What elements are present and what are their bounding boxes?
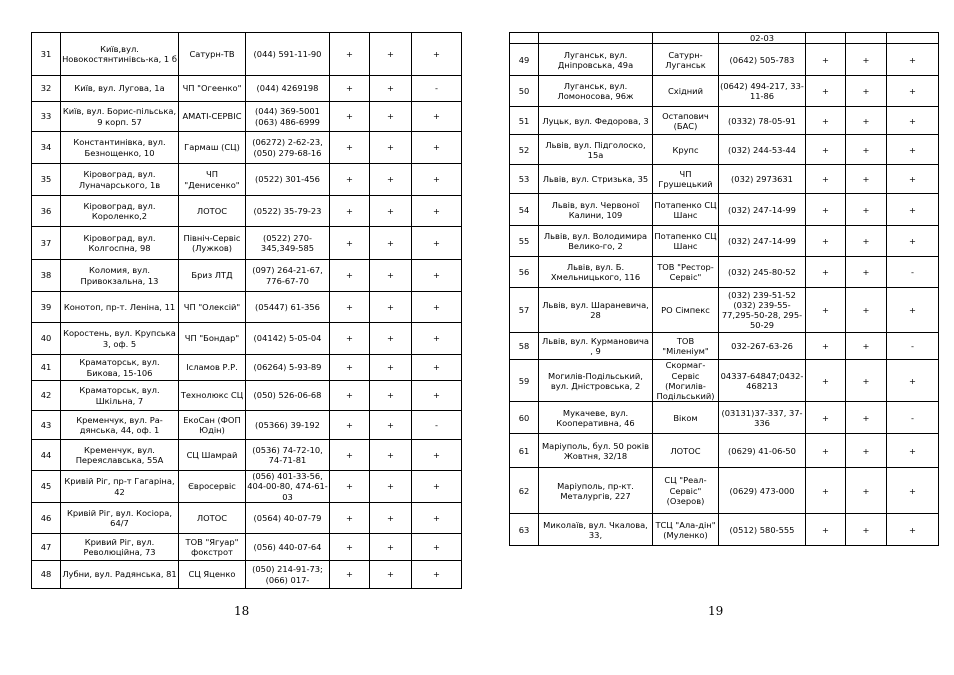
mark-2-cell: + <box>846 333 887 360</box>
mark-1-cell: + <box>330 411 370 440</box>
mark-1-cell: + <box>806 434 846 468</box>
phone-cell: (044) 4269198 <box>246 76 330 102</box>
row-number: 60 <box>510 402 539 434</box>
mark-2-cell: + <box>846 135 887 165</box>
phone-cell: (06264) 5-93-89 <box>246 355 330 381</box>
address-cell: Львів, вул. Б. Хмельницького, 116 <box>539 257 653 288</box>
address-cell: Львів, вул. Курмановича , 9 <box>539 333 653 360</box>
address-cell: Маріуполь, пр-кт. Металургів, 227 <box>539 468 653 514</box>
mark-3-cell: + <box>412 292 462 323</box>
company-cell: Ісламов Р.Р. <box>179 355 246 381</box>
table-row <box>32 503 462 534</box>
mark-2-cell: + <box>370 227 412 260</box>
address-cell: Краматорськ, вул. Шкільна, 7 <box>61 381 179 411</box>
mark-3-cell: + <box>412 227 462 260</box>
phone-cell: (0332) 78-05-91 <box>719 107 806 135</box>
company-cell: ТОВ "Ягуар" фокстрот <box>179 534 246 561</box>
table-row <box>510 76 939 107</box>
mark-2-cell: + <box>370 102 412 132</box>
table-row <box>32 355 462 381</box>
address-cell: Львів, вул. Стризька, 35 <box>539 165 653 194</box>
mark-1-cell: + <box>806 360 846 402</box>
mark-3-cell: - <box>887 333 939 360</box>
table-row <box>510 402 939 434</box>
table-row <box>32 132 462 164</box>
row-number: 45 <box>32 471 61 503</box>
mark-2-cell: + <box>846 165 887 194</box>
table-row <box>510 33 939 44</box>
row-number <box>510 33 539 44</box>
mark-3-cell: + <box>887 194 939 226</box>
mark-1-cell: + <box>330 534 370 561</box>
mark-2-cell: + <box>370 411 412 440</box>
mark-1-cell: + <box>806 257 846 288</box>
address-cell: Лубни, вул. Радянська, 81 <box>61 561 179 589</box>
mark-3-cell: + <box>887 288 939 333</box>
company-cell: ЕкоСан (ФОП Юдін) <box>179 411 246 440</box>
phone-cell: (0629) 473-000 <box>719 468 806 514</box>
phone-cell: (056) 401-33-56, 404-00-80, 474-61-03 <box>247 471 328 502</box>
phone-cell: (032) 239-51-52 (032) 239-55-77,295-50-28, 295-50-29 <box>719 288 806 333</box>
company-cell: ЛОТОС <box>179 503 246 534</box>
row-number: 47 <box>32 534 61 561</box>
mark-2-cell: + <box>846 468 887 514</box>
mark-3-cell: + <box>887 468 939 514</box>
row-number: 39 <box>32 292 61 323</box>
phone-cell: (097) 264-21-67, 776-67-70 <box>246 260 330 292</box>
phone-cell: (0536) 74-72-10, 74-71-81 <box>246 440 330 471</box>
address-cell: Кривій Ріг, пр-т Гагаріна, 42 <box>61 471 179 503</box>
company-cell: Скормаг-Сервіс (Могилів-Подільський) <box>653 360 719 402</box>
address-cell: Конотоп, пр-т. Леніна, 11 <box>61 292 179 323</box>
row-number: 46 <box>32 503 61 534</box>
mark-3-cell: + <box>887 226 939 257</box>
table-row <box>510 257 939 288</box>
address-cell: Львів, вул. Червоної Калини, 109 <box>539 194 653 226</box>
company-cell: Остапович (БАС) <box>653 107 719 135</box>
phone-cell: 032-267-63-26 <box>719 333 806 360</box>
mark-2-cell: + <box>846 76 887 107</box>
mark-2-cell: + <box>370 260 412 292</box>
mark-3-cell: + <box>412 164 462 196</box>
mark-1-cell: + <box>330 33 370 76</box>
address-cell: Краматорськ, вул. Бикова, 15-106 <box>61 355 179 381</box>
table-row <box>32 561 462 589</box>
row-number: 32 <box>32 76 61 102</box>
mark-2-cell: + <box>846 194 887 226</box>
mark-1-cell: + <box>806 76 846 107</box>
mark-2-cell: + <box>370 323 412 355</box>
mark-2-cell: + <box>370 164 412 196</box>
mark-1-cell: + <box>330 381 370 411</box>
mark-1-cell: + <box>806 514 846 546</box>
mark-2-cell: + <box>370 132 412 164</box>
phone-cell: (056) 440-07-64 <box>246 534 330 561</box>
address-cell: Маріуполь, бул. 50 років Жовтня, 32/18 <box>539 434 653 468</box>
row-number: 34 <box>32 132 61 164</box>
company-cell: Потапенко СЦ Шанс <box>653 226 719 257</box>
mark-2-cell: + <box>370 440 412 471</box>
address-cell: Миколаїв, вул. Чкалова, 33, <box>539 514 653 546</box>
company-cell: СЦ "Реал-Сервіс" (Озеров) <box>653 468 719 514</box>
service-centers-table-right <box>509 32 939 546</box>
table-body-right <box>510 33 939 546</box>
table-row <box>510 333 939 360</box>
page-number-right: 19 <box>708 604 724 618</box>
mark-3-cell: + <box>887 107 939 135</box>
company-cell: ЛОТОС <box>653 434 719 468</box>
mark-1-cell <box>806 33 846 44</box>
mark-1-cell: + <box>330 440 370 471</box>
row-number: 37 <box>32 227 61 260</box>
mark-1-cell: + <box>330 471 370 503</box>
mark-3-cell: + <box>412 440 462 471</box>
address-cell: Луганськ, вул. Ломоносова, 96ж <box>539 76 653 107</box>
mark-3-cell: + <box>887 434 939 468</box>
mark-1-cell: + <box>330 196 370 227</box>
mark-2-cell: + <box>370 355 412 381</box>
row-number: 48 <box>32 561 61 589</box>
table-row <box>32 260 462 292</box>
mark-1-cell: + <box>330 355 370 381</box>
phone-cell: (050) 526-06-68 <box>246 381 330 411</box>
mark-3-cell: + <box>412 33 462 76</box>
company-cell: Крупс <box>653 135 719 165</box>
page-number-left: 18 <box>234 604 250 618</box>
mark-3-cell: + <box>412 534 462 561</box>
row-number: 35 <box>32 164 61 196</box>
mark-1-cell: + <box>330 227 370 260</box>
mark-3-cell: - <box>887 402 939 434</box>
row-number: 53 <box>510 165 539 194</box>
table-row <box>32 227 462 260</box>
table-row <box>32 471 462 503</box>
mark-3-cell: + <box>412 323 462 355</box>
address-cell: Луганськ, вул. Дніпровська, 49а <box>539 44 653 76</box>
mark-1-cell: + <box>806 333 846 360</box>
row-number: 50 <box>510 76 539 107</box>
table-row <box>510 194 939 226</box>
phone-cell: (0522) 270-345,349-585 <box>246 227 330 260</box>
phone-cell: (032) 2973631 <box>719 165 806 194</box>
row-number: 56 <box>510 257 539 288</box>
table-row <box>32 33 462 76</box>
mark-2-cell: + <box>846 434 887 468</box>
mark-3-cell: + <box>412 132 462 164</box>
company-cell: Віком <box>653 402 719 434</box>
row-number: 61 <box>510 434 539 468</box>
mark-3-cell: + <box>412 102 462 132</box>
address-cell: Мукачеве, вул. Кооперативна, 46 <box>539 402 653 434</box>
row-number: 57 <box>510 288 539 333</box>
address-cell: Львів, вул. Підголоско, 15а <box>539 135 653 165</box>
table-row <box>32 440 462 471</box>
phone-cell: (032) 245-80-52 <box>719 257 806 288</box>
row-number: 55 <box>510 226 539 257</box>
phone-cell: (032) 244-53-44 <box>719 135 806 165</box>
table-row <box>510 165 939 194</box>
mark-3-cell: - <box>412 411 462 440</box>
phone-cell: (0522) 35-79-23 <box>246 196 330 227</box>
table-row <box>32 292 462 323</box>
table-row <box>510 468 939 514</box>
company-cell: Сатурн-Луганськ <box>653 44 719 76</box>
mark-3-cell <box>887 33 939 44</box>
phone-cell: (04142) 5-05-04 <box>246 323 330 355</box>
company-cell: Північ-Сервіс (Лужков) <box>179 227 246 260</box>
mark-2-cell: + <box>370 471 412 503</box>
address-cell: Константинівка, вул. Безнощенко, 10 <box>61 132 179 164</box>
row-number: 41 <box>32 355 61 381</box>
row-number: 42 <box>32 381 61 411</box>
address-cell: Кривий Ріг, вул. Революційна, 73 <box>61 534 179 561</box>
mark-2-cell: + <box>370 381 412 411</box>
phone-cell: (05447) 61-356 <box>246 292 330 323</box>
phone-cell: (044) 591-11-90 <box>246 33 330 76</box>
address-cell: Могилів-Подільський, вул. Дністровська, 2 <box>539 360 653 402</box>
phone-cell: (050) 214-91-73; (066) 017- <box>246 561 330 589</box>
company-cell: Бриз ЛТД <box>179 260 246 292</box>
company-cell: Технолюкс СЦ <box>179 381 246 411</box>
mark-2-cell: + <box>846 514 887 546</box>
company-cell: ЧП "Олексій" <box>179 292 246 323</box>
mark-1-cell: + <box>806 402 846 434</box>
company-cell: ЛОТОС <box>179 196 246 227</box>
company-cell: Потапенко СЦ Шанс <box>653 194 719 226</box>
company-cell: Євросервіс <box>179 471 246 503</box>
row-number: 52 <box>510 135 539 165</box>
mark-3-cell: + <box>412 355 462 381</box>
mark-3-cell: + <box>887 514 939 546</box>
company-cell: РО Сімпекс <box>653 288 719 333</box>
mark-1-cell: + <box>330 132 370 164</box>
table-row <box>32 196 462 227</box>
phone-cell: (0522) 301-456 <box>246 164 330 196</box>
mark-1-cell: + <box>806 165 846 194</box>
row-number: 33 <box>32 102 61 132</box>
mark-2-cell: + <box>846 257 887 288</box>
mark-1-cell: + <box>806 107 846 135</box>
address-cell: Київ,вул. Новокостянтинівсь-ка, 1 б <box>61 33 179 76</box>
row-number: 59 <box>510 360 539 402</box>
mark-2-cell: + <box>846 402 887 434</box>
address-cell: Кіровоград, вул. Колгоспна, 98 <box>61 227 179 260</box>
row-number: 44 <box>32 440 61 471</box>
mark-1-cell: + <box>806 135 846 165</box>
mark-2-cell: + <box>370 561 412 589</box>
mark-3-cell: - <box>887 257 939 288</box>
mark-3-cell: + <box>887 135 939 165</box>
table-row <box>32 76 462 102</box>
row-number: 49 <box>510 44 539 76</box>
mark-1-cell: + <box>806 44 846 76</box>
phone-cell: (06272) 2-62-23, (050) 279-68-16 <box>246 132 330 164</box>
mark-3-cell: + <box>887 360 939 402</box>
mark-2-cell: + <box>846 288 887 333</box>
company-cell: Східний <box>653 76 719 107</box>
mark-2-cell <box>846 33 887 44</box>
table-row <box>32 381 462 411</box>
row-number: 40 <box>32 323 61 355</box>
phone-cell: (044) 369-5001 (063) 486-6999 <box>246 102 330 132</box>
mark-1-cell: + <box>330 503 370 534</box>
table-row <box>510 360 939 402</box>
phone-cell: (0642) 505-783 <box>719 44 806 76</box>
table-row <box>32 534 462 561</box>
table-row <box>510 135 939 165</box>
row-number: 58 <box>510 333 539 360</box>
mark-3-cell: + <box>412 260 462 292</box>
phone-cell: (032) 247-14-99 <box>719 226 806 257</box>
table-row <box>510 288 939 333</box>
address-cell: Коломия, вул. Привокзальна, 13 <box>61 260 179 292</box>
phone-cell: (0629) 41-06-50 <box>719 434 806 468</box>
mark-1-cell: + <box>330 260 370 292</box>
address-cell: Коростень, вул. Крупська 3, оф. 5 <box>61 323 179 355</box>
mark-1-cell: + <box>330 561 370 589</box>
table-row <box>32 164 462 196</box>
table-row <box>510 44 939 76</box>
company-cell: АМАТІ-СЕРВІС <box>179 102 246 132</box>
mark-3-cell: + <box>412 381 462 411</box>
address-cell: Львів, вул. Володимира Велико-го, 2 <box>539 226 653 257</box>
table-row <box>32 411 462 440</box>
row-number: 51 <box>510 107 539 135</box>
mark-1-cell: + <box>330 292 370 323</box>
mark-2-cell: + <box>370 503 412 534</box>
table-row <box>510 514 939 546</box>
mark-2-cell: + <box>846 360 887 402</box>
mark-3-cell: + <box>887 165 939 194</box>
address-cell: Львів, вул. Шараневича, 28 <box>539 288 653 333</box>
phone-cell: (03131)37-337, 37-336 <box>719 402 806 434</box>
address-cell: Кривій Ріг, вул. Косіора, 64/7 <box>61 503 179 534</box>
mark-2-cell: + <box>370 292 412 323</box>
mark-1-cell: + <box>806 194 846 226</box>
address-cell: Кіровоград, вул. Короленко,2 <box>61 196 179 227</box>
address-cell: Кіровоград, вул. Луначарського, 1в <box>61 164 179 196</box>
table-row <box>32 102 462 132</box>
row-number: 54 <box>510 194 539 226</box>
row-number: 43 <box>32 411 61 440</box>
row-number: 36 <box>32 196 61 227</box>
phone-cell: 04337-64847;0432-468213 <box>719 360 806 402</box>
mark-1-cell: + <box>806 288 846 333</box>
address-cell: Кременчук, вул. Ра-дянська, 44, оф. 1 <box>61 411 179 440</box>
table-row <box>510 226 939 257</box>
company-cell: ЧП "Огеенко" <box>179 76 246 102</box>
mark-2-cell: + <box>370 196 412 227</box>
company-cell: ЧП Грушецький <box>653 165 719 194</box>
address-cell: Кременчук, вул. Переяславська, 55А <box>61 440 179 471</box>
mark-3-cell: - <box>412 76 462 102</box>
phone-cell: (05366) 39-192 <box>246 411 330 440</box>
mark-1-cell: + <box>330 164 370 196</box>
mark-3-cell: + <box>412 503 462 534</box>
mark-1-cell: + <box>806 468 846 514</box>
company-cell: ЧП "Денисенко" <box>179 164 246 196</box>
row-number: 63 <box>510 514 539 546</box>
mark-3-cell: + <box>412 471 462 503</box>
address-cell: Луцьк, вул. Федорова, 3 <box>539 107 653 135</box>
mark-2-cell: + <box>370 33 412 76</box>
mark-3-cell: + <box>412 561 462 589</box>
mark-3-cell: + <box>887 44 939 76</box>
company-cell: ТОВ "Рестор-Сервіс" <box>653 257 719 288</box>
company-cell <box>653 33 719 44</box>
service-centers-table-left <box>31 32 462 589</box>
mark-3-cell: + <box>887 76 939 107</box>
row-number: 31 <box>32 33 61 76</box>
mark-1-cell: + <box>806 226 846 257</box>
phone-cell: (0564) 40-07-79 <box>246 503 330 534</box>
phone-cell: 02-03 <box>719 33 806 44</box>
mark-2-cell: + <box>846 107 887 135</box>
address-cell: Київ, вул. Борис-пільська, 9 корп. 57 <box>61 102 179 132</box>
table-row <box>32 323 462 355</box>
company-cell: ТОВ "Міленіум" <box>653 333 719 360</box>
phone-cell: (0512) 580-555 <box>719 514 806 546</box>
table-row <box>510 434 939 468</box>
row-number: 38 <box>32 260 61 292</box>
company-cell: Сатурн-ТВ <box>179 33 246 76</box>
address-cell: Київ, вул. Лугова, 1а <box>61 76 179 102</box>
mark-1-cell: + <box>330 102 370 132</box>
company-cell: Гармаш (СЦ) <box>179 132 246 164</box>
company-cell: СЦ Шамрай <box>179 440 246 471</box>
row-number: 62 <box>510 468 539 514</box>
mark-3-cell: + <box>412 196 462 227</box>
phone-cell: (032) 247-14-99 <box>719 194 806 226</box>
mark-2-cell: + <box>370 534 412 561</box>
company-cell: ТСЦ "Ала-дін" (Муленко) <box>653 514 719 546</box>
mark-2-cell: + <box>846 226 887 257</box>
address-cell <box>539 33 653 44</box>
table-body-left <box>32 33 462 589</box>
mark-1-cell: + <box>330 323 370 355</box>
mark-2-cell: + <box>370 76 412 102</box>
company-cell: ЧП "Бондар" <box>179 323 246 355</box>
phone-cell: (0642) 494-217, 33-11-86 <box>719 76 806 107</box>
mark-1-cell: + <box>330 76 370 102</box>
mark-2-cell: + <box>846 44 887 76</box>
company-cell: СЦ Яценко <box>179 561 246 589</box>
table-row <box>510 107 939 135</box>
